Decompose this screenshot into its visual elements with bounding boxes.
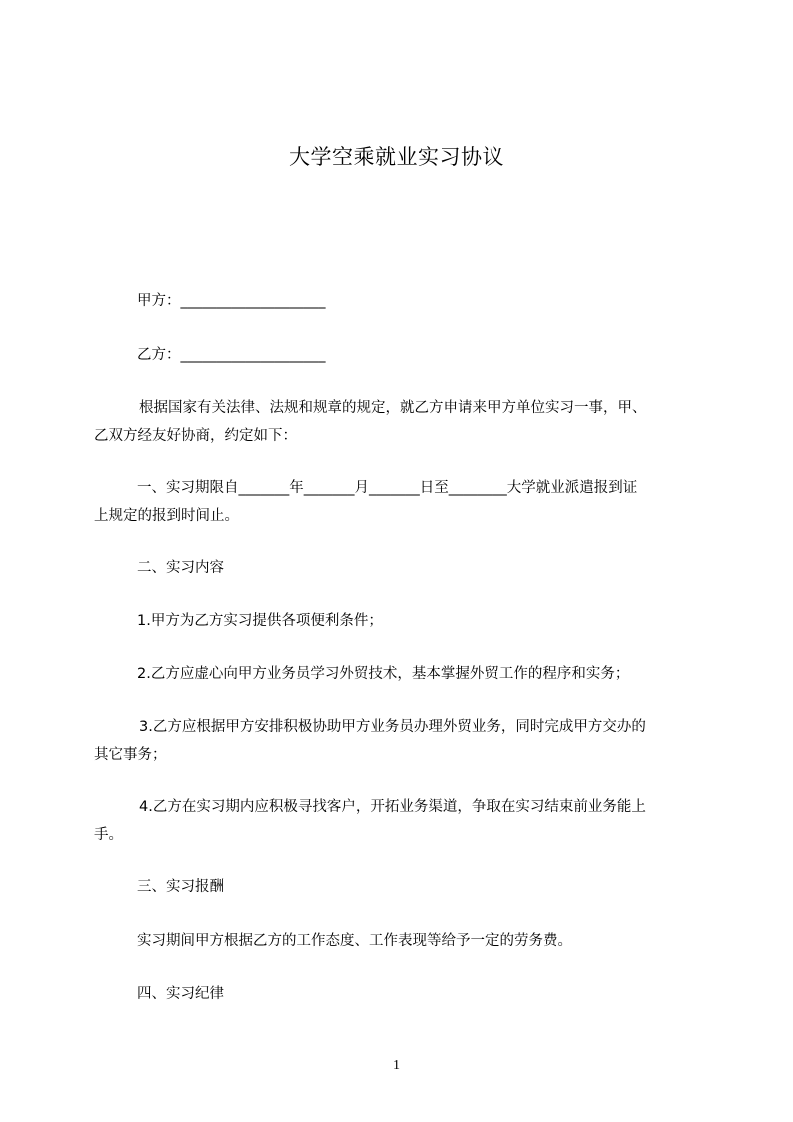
section-2-item-3-line-2: 其它事务；	[94, 747, 167, 763]
section-2-item-3-line-1: 3.乙方应根据甲方安排积极协助甲方业务员办理外贸业务，同时完成甲方交办的	[139, 719, 646, 735]
intro-paragraph-line-2: 乙双方经友好协商，约定如下：	[94, 428, 297, 444]
section-2-item-2: 2.乙方应虚心向甲方业务员学习外贸技术，基本掌握外贸工作的程序和实务；	[137, 666, 630, 682]
section-3-text: 实习期间甲方根据乙方的工作态度、工作表现等给予一定的劳务费。	[137, 933, 572, 949]
party-b-line: 乙方：____________________	[137, 347, 326, 363]
section-2-item-1: 1.甲方为乙方实习提供各项便利条件；	[137, 613, 383, 629]
party-a-line: 甲方：____________________	[137, 293, 326, 309]
clause-1-line-1: 一、实习期限自_______年_______月_______日至________大学就业派遣报到证	[137, 480, 638, 496]
section-4-heading: 四、实习纪律	[137, 986, 224, 1002]
section-3-heading: 三、实习报酬	[137, 879, 224, 895]
page-number: 1	[393, 1058, 400, 1073]
document-title: 大学空乘就业实习协议	[289, 145, 504, 169]
section-2-item-4-line-1: 4.乙方在实习期内应积极寻找客户，开拓业务渠道，争取在实习结束前业务能上	[139, 799, 646, 815]
clause-1-line-2: 上规定的报到时间止。	[94, 508, 239, 524]
intro-paragraph-line-1: 根据国家有关法律、法规和规章的规定，就乙方申请来甲方单位实习一事，甲、	[139, 400, 647, 416]
section-2-heading: 二、实习内容	[137, 560, 224, 576]
section-2-item-4-line-2: 手。	[94, 827, 123, 843]
